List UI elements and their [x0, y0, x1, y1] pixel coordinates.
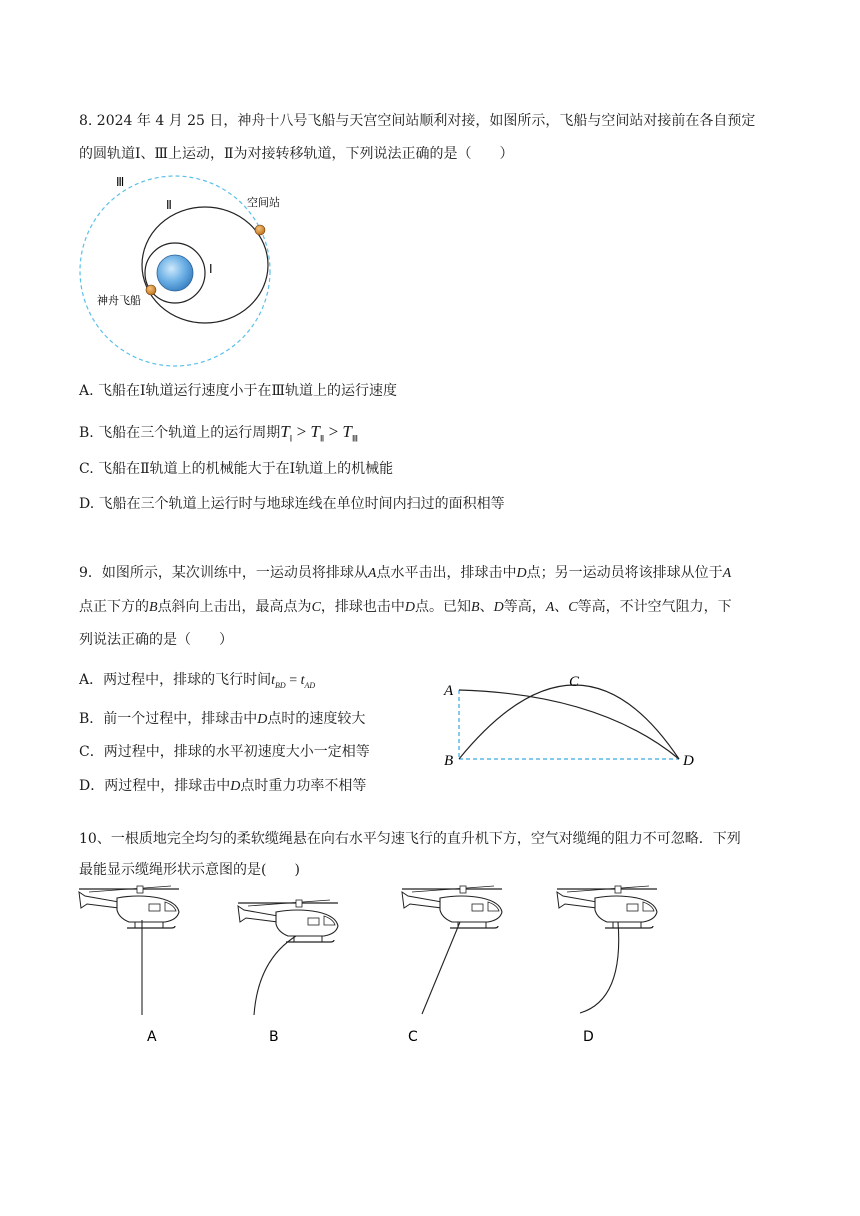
choice-label-b: B: [269, 1029, 279, 1045]
label-orbit-3: Ⅲ: [116, 175, 125, 189]
q9-option-b[interactable]: B．前一个过程中，排球击中D点时的速度较大: [79, 711, 366, 727]
q9-stem-line3: 列说法正确的是（ ）: [79, 632, 233, 648]
q9-option-c[interactable]: C．两过程中，排球的水平初速度大小一定相等: [79, 744, 370, 760]
rope-b: [254, 936, 296, 1015]
q8-option-d[interactable]: D. 飞船在三个轨道上运行时与地球连线在单位时间内扫过的面积相等: [79, 496, 505, 512]
heli-c: [402, 886, 502, 928]
heli-a: [79, 886, 179, 928]
label-orbit-1: Ⅰ: [209, 262, 213, 276]
fig-label-d: D: [683, 753, 694, 769]
rope-d: [580, 922, 619, 1013]
q8-option-b-formula: $T_Ⅰ > T_Ⅱ > T_Ⅲ$: [280, 422, 359, 444]
q8-option-a[interactable]: A. 飞船在Ⅰ轨道运行速度小于在Ⅲ轨道上的运行速度: [79, 383, 398, 399]
heli-b: [238, 900, 338, 942]
choice-label-d: D: [583, 1029, 594, 1045]
q10-stem-line2: 最能显示缆绳形状示意图的是( ): [79, 862, 300, 878]
q9-stem-line2: 点正下方的B点斜向上击出，最高点为C，排球也击中D点。已知B、D等高，A、C等高，不计空气阻力，下: [79, 599, 732, 615]
choice-label-c: C: [408, 1029, 418, 1045]
choice-label-a: A: [147, 1029, 157, 1045]
label-station: 空间站: [247, 196, 280, 209]
q8-stem-line1: 8. 2024 年 4 月 25 日，神舟十八号飞船与天宫空间站顺利对接，如图所示，飞船与空间站对接前在各自预定: [79, 113, 756, 129]
fig-label-a: A: [444, 683, 454, 699]
q9-option-a[interactable]: A．两过程中，排球的飞行时间$t_{BD} = t_{AD}$: [79, 672, 316, 690]
rope-c: [422, 922, 460, 1014]
label-ship: 神舟飞船: [97, 294, 141, 307]
q10-stem-line1: 10、一根质地完全均匀的柔软缆绳悬在向右水平匀速飞行的直升机下方，空气对缆绳的阻力不可忽略．下列: [79, 831, 741, 847]
q9-option-d[interactable]: D．两过程中，排球击中D点时重力功率不相等: [79, 778, 367, 794]
q8-stem-line2: 的圆轨道Ⅰ、Ⅲ上运动，Ⅱ为对接转移轨道，下列说法正确的是（ ）: [79, 146, 514, 162]
q8-option-c[interactable]: C. 飞船在Ⅱ轨道上的机械能大于在Ⅰ轨道上的机械能: [79, 461, 394, 477]
heli-d: [557, 886, 657, 928]
fig-label-c: C: [569, 674, 580, 690]
q8-option-b-text: B. 飞船在三个轨道上的运行周期: [79, 425, 281, 441]
label-orbit-2: Ⅱ: [166, 198, 172, 212]
fig-label-b: B: [444, 753, 454, 769]
q9-stem-line1: 9．如图所示，某次训练中，一运动员将排球从A点水平击出，排球击中D点；另一运动员将该排球从位于A: [79, 565, 732, 581]
